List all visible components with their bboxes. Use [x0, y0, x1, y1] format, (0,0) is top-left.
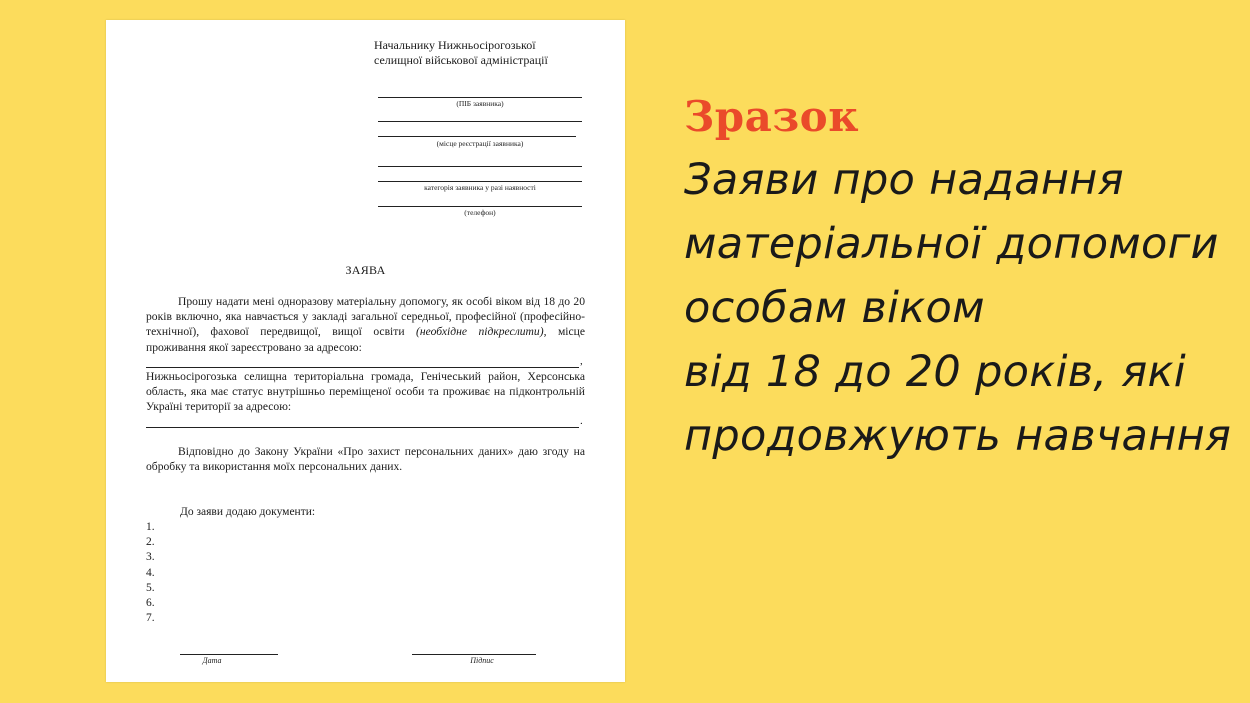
phone-caption: (телефон) — [464, 208, 496, 217]
list-item: 1. — [146, 521, 155, 533]
list-item: 4. — [146, 566, 155, 579]
address-blank-line-2 — [146, 427, 579, 428]
description-line-1: Заяви про надання — [684, 155, 1124, 205]
description-line-2: матеріальної допомоги — [684, 219, 1219, 269]
request-tail: місце проживання якої зареєстровано за адресою: — [146, 325, 586, 354]
request-paragraph — [146, 294, 585, 355]
signature-caption: Підпис — [470, 656, 494, 665]
document-title: ЗАЯВА — [345, 263, 386, 277]
consent-text: Відповідно до Закону України «Про захист персональних даних» даю згоду на обробку та використання моїх персональних даних. — [146, 445, 585, 474]
community-paragraph: Нижньосірогозька селищна територіальна громада, Генічеський район, Херсонська область, яка має статус внутрішньо переміщеної особи та проживає на підконтрольній Україні території за адресою: — [146, 370, 585, 414]
address-blank-line-1 — [146, 367, 579, 368]
category-blank-line-1 — [378, 166, 582, 167]
name-caption: (ПІБ заявника) — [456, 99, 504, 108]
list-item: 2. — [146, 536, 155, 549]
request-emphasis: (необхідне підкреслити), — [416, 325, 547, 339]
request-text: Прошу надати мені одноразову матеріальну допомогу, як особі віком від 18 до 20 років включно, яка навчається у закладі загальної середньої, професійної (професійно-технічної), фахової передвищої, вищої освіти — [146, 295, 585, 339]
registration-caption: (місце реєстрації заявника) — [436, 139, 524, 148]
category-blank-line-2 — [378, 181, 582, 182]
date-blank-line — [180, 654, 278, 655]
signature-blank-line — [412, 654, 536, 655]
attachments-list — [146, 520, 155, 626]
addressee-line-1: Начальнику Нижньосірогозької — [374, 38, 536, 52]
list-item: 7. — [146, 612, 155, 625]
registration-blank-line-2 — [378, 136, 576, 137]
date-caption: Дата — [202, 656, 222, 665]
category-caption: категорія заявника у разі наявності — [424, 183, 536, 192]
addressee-line-2: селищної військової адміністрації — [374, 53, 548, 67]
sample-heading: Зразок — [684, 92, 860, 141]
consent-paragraph — [146, 444, 585, 474]
list-item: 6. — [146, 597, 155, 610]
addressee-block — [374, 38, 548, 68]
application-form-sample — [106, 20, 625, 682]
list-item: 3. — [146, 551, 155, 564]
attachments-intro: До заяви додаю документи: — [180, 506, 316, 518]
phone-blank-line — [378, 206, 582, 207]
description-line-5: продовжують навчання — [684, 411, 1232, 461]
address-line-2-end: . — [580, 415, 583, 427]
registration-blank-line-1 — [378, 121, 582, 122]
list-item: 5. — [146, 581, 155, 594]
description-line-3: особам віком — [684, 283, 985, 333]
description-line-4: від 18 до 20 років, які — [684, 347, 1187, 397]
address-line-1-end: , — [580, 355, 583, 367]
name-blank-line — [378, 97, 582, 98]
